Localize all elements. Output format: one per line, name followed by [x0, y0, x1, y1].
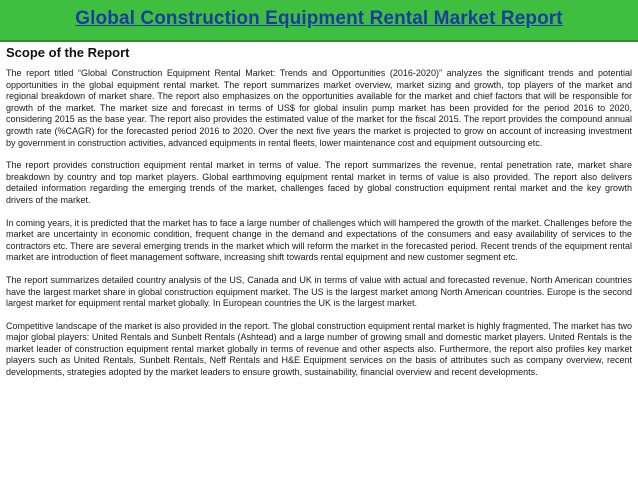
- paragraph-country-analysis: The report summarizes detailed country analysis of the US, Canada and UK in terms of value with actual and forecasted revenue. North American countries have the largest market share in global construction equipment market. The US is the largest market among North American countries. Europe is the second largest market for equipment rental market globally. In European countries the UK is the largest market.: [6, 274, 632, 309]
- title-bar: [0, 0, 638, 42]
- paragraph-value: The report provides construction equipment rental market in terms of value. The report summarizes the revenue, rental penetration rate, market share breakdown by country and top market players. Global earthmoving equipment rental market in terms of value is also provided. The report also delivers detailed information regarding the emerging trends of the market, challenges faced by global construction equipment rental market and the key growth drivers of the market.: [6, 160, 632, 205]
- paragraph-challenges: In coming years, it is predicted that the market has to face a large number of challenges which will hampered the growth of the market. Challenges before the market are uncertainty in economic condition, frequent change in the demand and expectations of the consumers and easy availability of services to the contractors etc. There are several emerging trends in the market which will reform the market in the forecasted period. Recent trends of the equipment rental market are introduction of fleet management software, increasing shift towards rental equipment and new customer segment etc.: [6, 217, 632, 263]
- report-content: [6, 45, 632, 390]
- page-title: Global Construction Equipment Rental Market Report: [75, 8, 563, 29]
- paragraph-overview: The report titled “Global Construction Equipment Rental Market: Trends and Opportunities (2016-2020)” analyzes the significant trends and potential opportunities in the global equipment rental market. The report summarizes market overview, market sizing and growth, top players of the market and regional breakdown of market share. The report also emphasizes on the opportunities available for the market and chief factors that will be responsible for growth of the market. The market size and forecast in terms of US$ for global insulin pump market has been provided for the period 2016 to 2020, considering 2015 as the base year. The report also provides the estimated value of the market for the fiscal 2015. The report provides the compound annual growth rate (%CAGR) for the forecasted period 2016 to 2020. Over the next five years the market is projected to grow on account of increasing investment by government in construction activities, advanced equipments in rental fleets, lower maintenance cost and equipment outsourcing etc.: [6, 68, 632, 148]
- paragraph-competitive-landscape: Competitive landscape of the market is also provided in the report. The global construction equipment rental market is highly fragmented. The market has two major global players: United Rentals and Sunbelt Rentals (Ashtead) and a large number of growing small and domestic market players. United Rentals is the market leader of construction equipment rental market globally in terms of revenue and other aspects also. Furthermore, the report also profiles key market players such as United Rentals, Sunbelt Rentals, Neff Rentals and H&E Equipment services on the basis of attributes such as company overview, recent developments, strategies adopted by the market leaders to ensure growth, sustainability, financial overview and recent developments.: [6, 320, 632, 378]
- section-heading: Scope of the Report: [6, 45, 130, 60]
